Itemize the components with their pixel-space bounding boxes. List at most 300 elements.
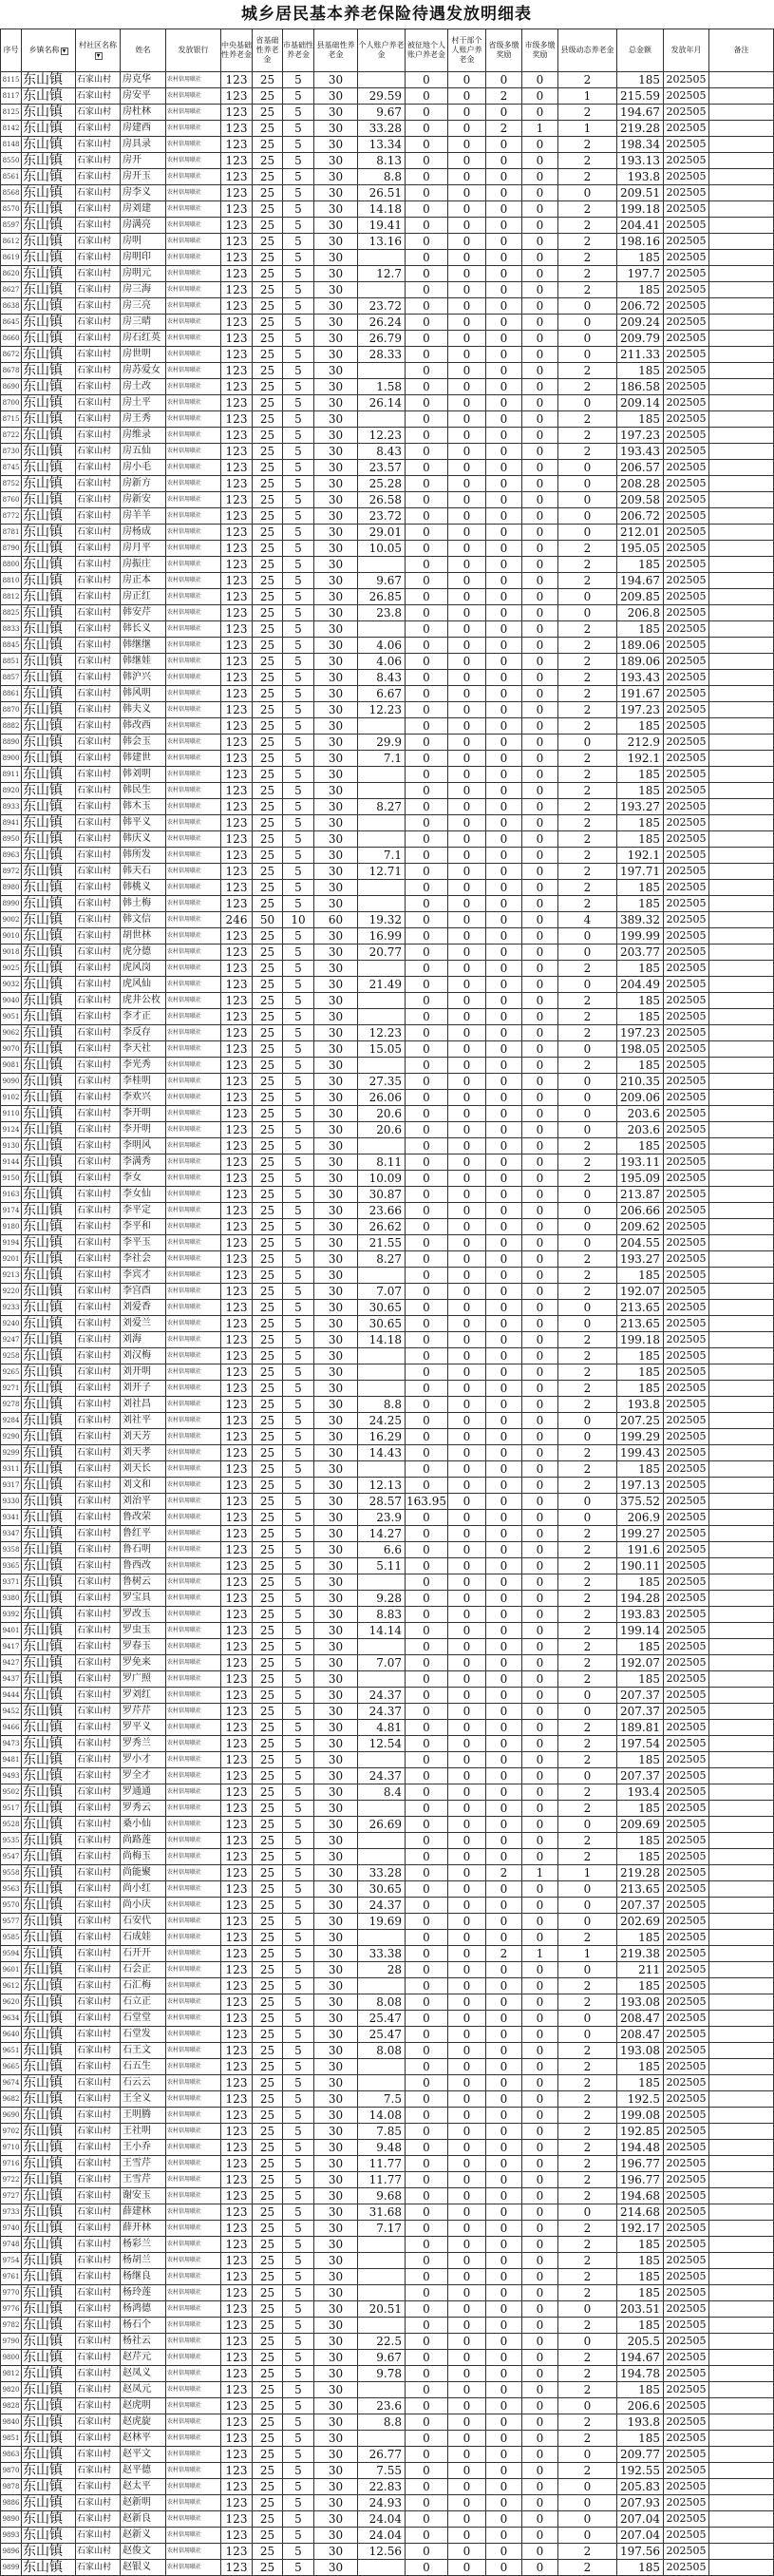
bank-cell[interactable]: 农村信用联社 bbox=[166, 331, 221, 347]
county-cell[interactable]: 30 bbox=[314, 573, 358, 589]
extend-cell[interactable]: 0 bbox=[406, 201, 448, 218]
central-cell[interactable]: 123 bbox=[221, 1122, 253, 1138]
city-cell[interactable]: 5 bbox=[283, 105, 314, 121]
extend-cell[interactable]: 0 bbox=[406, 1849, 448, 1865]
city-award-cell[interactable]: 0 bbox=[522, 751, 558, 767]
county-cell[interactable]: 30 bbox=[314, 1898, 358, 1914]
province-cell[interactable]: 25 bbox=[253, 1074, 283, 1090]
cadre-cell[interactable]: 0 bbox=[448, 1041, 486, 1058]
table-row[interactable] bbox=[1, 169, 774, 185]
village-cell[interactable]: 石家山村 bbox=[76, 912, 121, 928]
county-award-cell[interactable]: 2 bbox=[558, 379, 617, 395]
county-cell[interactable]: 30 bbox=[314, 1994, 358, 2011]
town-cell[interactable]: 东山镇 bbox=[22, 2156, 76, 2172]
city-award-cell[interactable]: 0 bbox=[522, 1187, 558, 1203]
central-cell[interactable]: 123 bbox=[221, 282, 253, 298]
cadre-cell[interactable]: 0 bbox=[448, 1154, 486, 1171]
bank-cell[interactable]: 农村信用联社 bbox=[166, 298, 221, 315]
remark-cell[interactable] bbox=[709, 1138, 774, 1154]
remark-cell[interactable] bbox=[709, 912, 774, 928]
city-award-cell[interactable]: 0 bbox=[522, 1171, 558, 1187]
province-cell[interactable]: 25 bbox=[253, 363, 283, 379]
name-cell[interactable]: 石成娃 bbox=[121, 1930, 166, 1946]
city-award-cell[interactable]: 0 bbox=[522, 201, 558, 218]
month-cell[interactable]: 202505 bbox=[664, 2108, 709, 2124]
extend-cell[interactable]: 0 bbox=[406, 185, 448, 201]
total-cell[interactable]: 185 bbox=[617, 831, 664, 848]
seq-cell[interactable]: 8550 bbox=[1, 153, 22, 169]
name-cell[interactable]: 石堂发 bbox=[121, 2027, 166, 2043]
city-cell[interactable]: 5 bbox=[283, 2156, 314, 2172]
city-award-cell[interactable]: 0 bbox=[522, 2382, 558, 2398]
name-cell[interactable]: 杨胡兰 bbox=[121, 2253, 166, 2269]
prov-award-cell[interactable]: 0 bbox=[486, 2075, 522, 2091]
table-row[interactable] bbox=[1, 2108, 774, 2124]
cadre-cell[interactable]: 0 bbox=[448, 2075, 486, 2091]
village-cell[interactable]: 石家山村 bbox=[76, 1865, 121, 1881]
city-award-cell[interactable]: 0 bbox=[522, 2172, 558, 2188]
total-cell[interactable]: 196.77 bbox=[617, 2172, 664, 2188]
seq-cell[interactable]: 9330 bbox=[1, 1494, 22, 1510]
central-cell[interactable]: 123 bbox=[221, 363, 253, 379]
cadre-cell[interactable]: 0 bbox=[448, 799, 486, 815]
name-cell[interactable]: 房王秀 bbox=[121, 411, 166, 428]
total-cell[interactable]: 194.68 bbox=[617, 2188, 664, 2204]
central-cell[interactable]: 123 bbox=[221, 1865, 253, 1881]
cadre-cell[interactable]: 0 bbox=[448, 88, 486, 105]
prov-award-cell[interactable]: 0 bbox=[486, 2334, 522, 2350]
table-row[interactable] bbox=[1, 1639, 774, 1655]
table-row[interactable] bbox=[1, 1801, 774, 1817]
total-cell[interactable]: 185 bbox=[617, 411, 664, 428]
city-cell[interactable]: 5 bbox=[283, 961, 314, 977]
extend-cell[interactable]: 0 bbox=[406, 928, 448, 945]
seq-cell[interactable]: 9863 bbox=[1, 2447, 22, 2463]
cadre-cell[interactable]: 0 bbox=[448, 718, 486, 735]
table-row[interactable] bbox=[1, 2172, 774, 2188]
remark-cell[interactable] bbox=[709, 815, 774, 831]
city-award-cell[interactable]: 0 bbox=[522, 2027, 558, 2043]
city-cell[interactable]: 5 bbox=[283, 1930, 314, 1946]
province-cell[interactable]: 25 bbox=[253, 1348, 283, 1364]
cadre-cell[interactable]: 0 bbox=[448, 1122, 486, 1138]
bank-cell[interactable]: 农村信用联社 bbox=[166, 1688, 221, 1704]
table-row[interactable] bbox=[1, 72, 774, 88]
table-row[interactable] bbox=[1, 1284, 774, 1300]
city-cell[interactable]: 5 bbox=[283, 2366, 314, 2382]
table-row[interactable] bbox=[1, 1881, 774, 1898]
town-cell[interactable]: 东山镇 bbox=[22, 1316, 76, 1332]
city-cell[interactable]: 5 bbox=[283, 315, 314, 331]
bank-cell[interactable]: 农村信用联社 bbox=[166, 1445, 221, 1461]
cadre-cell[interactable]: 0 bbox=[448, 1946, 486, 1962]
village-cell[interactable]: 石家山村 bbox=[76, 2318, 121, 2334]
city-award-cell[interactable]: 0 bbox=[522, 945, 558, 961]
city-award-cell[interactable]: 0 bbox=[522, 1898, 558, 1914]
remark-cell[interactable] bbox=[709, 2560, 774, 2576]
personal-cell[interactable]: 26.58 bbox=[358, 492, 406, 508]
remark-cell[interactable] bbox=[709, 1397, 774, 1413]
province-cell[interactable]: 25 bbox=[253, 1316, 283, 1332]
city-award-cell[interactable]: 0 bbox=[522, 2075, 558, 2091]
province-cell[interactable]: 25 bbox=[253, 1106, 283, 1122]
bank-cell[interactable]: 农村信用联社 bbox=[166, 621, 221, 638]
city-award-cell[interactable]: 0 bbox=[522, 621, 558, 638]
total-cell[interactable]: 209.58 bbox=[617, 492, 664, 508]
county-cell[interactable]: 30 bbox=[314, 2382, 358, 2398]
cadre-cell[interactable]: 0 bbox=[448, 1558, 486, 1574]
central-cell[interactable]: 123 bbox=[221, 1041, 253, 1058]
city-cell[interactable]: 5 bbox=[283, 1316, 314, 1332]
bank-cell[interactable]: 农村信用联社 bbox=[166, 961, 221, 977]
province-cell[interactable]: 25 bbox=[253, 1041, 283, 1058]
cadre-cell[interactable]: 0 bbox=[448, 2011, 486, 2027]
remark-cell[interactable] bbox=[709, 395, 774, 411]
bank-cell[interactable]: 农村信用联社 bbox=[166, 2237, 221, 2253]
bank-cell[interactable]: 农村信用联社 bbox=[166, 201, 221, 218]
total-cell[interactable]: 195.09 bbox=[617, 1171, 664, 1187]
seq-cell[interactable]: 8619 bbox=[1, 250, 22, 266]
city-award-cell[interactable]: 0 bbox=[522, 977, 558, 993]
town-cell[interactable]: 东山镇 bbox=[22, 1219, 76, 1235]
county-cell[interactable]: 30 bbox=[314, 767, 358, 783]
table-row[interactable] bbox=[1, 1914, 774, 1930]
remark-cell[interactable] bbox=[709, 2269, 774, 2285]
city-award-cell[interactable]: 0 bbox=[522, 2285, 558, 2301]
table-row[interactable] bbox=[1, 1154, 774, 1171]
month-cell[interactable]: 202505 bbox=[664, 1962, 709, 1978]
extend-cell[interactable]: 0 bbox=[406, 767, 448, 783]
month-cell[interactable]: 202505 bbox=[664, 1768, 709, 1784]
province-cell[interactable]: 25 bbox=[253, 185, 283, 201]
month-cell[interactable]: 202505 bbox=[664, 508, 709, 525]
col-extend-header[interactable]: 被征地个人账户养老金 bbox=[406, 29, 448, 72]
extend-cell[interactable]: 0 bbox=[406, 1817, 448, 1833]
village-cell[interactable]: 石家山村 bbox=[76, 767, 121, 783]
city-cell[interactable]: 5 bbox=[283, 1639, 314, 1655]
county-cell[interactable]: 30 bbox=[314, 1574, 358, 1591]
extend-cell[interactable]: 0 bbox=[406, 1025, 448, 1041]
village-cell[interactable]: 石家山村 bbox=[76, 1397, 121, 1413]
city-award-cell[interactable]: 0 bbox=[522, 1381, 558, 1397]
village-cell[interactable]: 石家山村 bbox=[76, 1316, 121, 1332]
village-cell[interactable]: 石家山村 bbox=[76, 1445, 121, 1461]
town-cell[interactable]: 东山镇 bbox=[22, 2075, 76, 2091]
city-award-cell[interactable]: 0 bbox=[522, 961, 558, 977]
village-cell[interactable]: 石家山村 bbox=[76, 1542, 121, 1558]
village-cell[interactable]: 石家山村 bbox=[76, 589, 121, 605]
total-cell[interactable]: 202.69 bbox=[617, 1914, 664, 1930]
name-cell[interactable]: 房振庄 bbox=[121, 557, 166, 573]
cadre-cell[interactable]: 0 bbox=[448, 2301, 486, 2318]
county-cell[interactable]: 30 bbox=[314, 1704, 358, 1720]
central-cell[interactable]: 123 bbox=[221, 298, 253, 315]
city-award-cell[interactable]: 0 bbox=[522, 428, 558, 444]
county-cell[interactable]: 30 bbox=[314, 880, 358, 896]
village-cell[interactable]: 石家山村 bbox=[76, 977, 121, 993]
prov-award-cell[interactable]: 0 bbox=[486, 621, 522, 638]
town-cell[interactable]: 东山镇 bbox=[22, 2124, 76, 2140]
col-seq-header[interactable]: 序号 bbox=[1, 29, 22, 72]
personal-cell[interactable]: 7.07 bbox=[358, 1655, 406, 1671]
month-cell[interactable]: 202505 bbox=[664, 1898, 709, 1914]
extend-cell[interactable]: 0 bbox=[406, 1784, 448, 1801]
table-row[interactable] bbox=[1, 2204, 774, 2221]
city-cell[interactable]: 5 bbox=[283, 1946, 314, 1962]
name-cell[interactable]: 罗免来 bbox=[121, 1655, 166, 1671]
town-cell[interactable]: 东山镇 bbox=[22, 1268, 76, 1284]
prov-award-cell[interactable]: 0 bbox=[486, 1445, 522, 1461]
central-cell[interactable]: 123 bbox=[221, 1946, 253, 1962]
month-cell[interactable]: 202505 bbox=[664, 751, 709, 767]
total-cell[interactable]: 208.28 bbox=[617, 476, 664, 492]
seq-cell[interactable]: 9002 bbox=[1, 912, 22, 928]
total-cell[interactable]: 197.23 bbox=[617, 702, 664, 718]
central-cell[interactable]: 123 bbox=[221, 121, 253, 137]
extend-cell[interactable]: 0 bbox=[406, 2511, 448, 2528]
county-cell[interactable]: 30 bbox=[314, 2188, 358, 2204]
name-cell[interactable]: 杨社云 bbox=[121, 2334, 166, 2350]
city-award-cell[interactable]: 0 bbox=[522, 1930, 558, 1946]
seq-cell[interactable]: 9284 bbox=[1, 1413, 22, 1429]
city-award-cell[interactable]: 0 bbox=[522, 2156, 558, 2172]
town-cell[interactable]: 东山镇 bbox=[22, 411, 76, 428]
bank-cell[interactable]: 农村信用联社 bbox=[166, 573, 221, 589]
seq-cell[interactable]: 9570 bbox=[1, 1898, 22, 1914]
town-cell[interactable]: 东山镇 bbox=[22, 912, 76, 928]
city-cell[interactable]: 5 bbox=[283, 1558, 314, 1574]
central-cell[interactable]: 123 bbox=[221, 234, 253, 250]
table-row[interactable] bbox=[1, 1122, 774, 1138]
town-cell[interactable]: 东山镇 bbox=[22, 1494, 76, 1510]
county-cell[interactable]: 30 bbox=[314, 831, 358, 848]
name-cell[interactable]: 韩会玉 bbox=[121, 735, 166, 751]
city-award-cell[interactable]: 0 bbox=[522, 2463, 558, 2479]
seq-cell[interactable]: 9371 bbox=[1, 1574, 22, 1591]
province-cell[interactable]: 25 bbox=[253, 2059, 283, 2075]
total-cell[interactable]: 207.37 bbox=[617, 1768, 664, 1784]
extend-cell[interactable]: 0 bbox=[406, 395, 448, 411]
bank-cell[interactable]: 农村信用联社 bbox=[166, 1671, 221, 1688]
remark-cell[interactable] bbox=[709, 88, 774, 105]
cadre-cell[interactable]: 0 bbox=[448, 1736, 486, 1752]
cadre-cell[interactable]: 0 bbox=[448, 2495, 486, 2511]
city-cell[interactable]: 5 bbox=[283, 2334, 314, 2350]
cadre-cell[interactable]: 0 bbox=[448, 1025, 486, 1041]
village-cell[interactable]: 石家山村 bbox=[76, 1768, 121, 1784]
prov-award-cell[interactable]: 0 bbox=[486, 1526, 522, 1542]
remark-cell[interactable] bbox=[709, 2172, 774, 2188]
central-cell[interactable]: 123 bbox=[221, 379, 253, 395]
extend-cell[interactable]: 0 bbox=[406, 1429, 448, 1445]
county-award-cell[interactable]: 2 bbox=[558, 751, 617, 767]
bank-cell[interactable]: 农村信用联社 bbox=[166, 1978, 221, 1994]
province-cell[interactable]: 25 bbox=[253, 1251, 283, 1268]
village-cell[interactable]: 石家山村 bbox=[76, 2511, 121, 2528]
remark-cell[interactable] bbox=[709, 460, 774, 476]
seq-cell[interactable]: 9886 bbox=[1, 2495, 22, 2511]
name-cell[interactable]: 房刘建 bbox=[121, 201, 166, 218]
county-award-cell[interactable]: 0 bbox=[558, 1041, 617, 1058]
city-award-cell[interactable]: 0 bbox=[522, 1784, 558, 1801]
month-cell[interactable]: 202505 bbox=[664, 1881, 709, 1898]
month-cell[interactable]: 202505 bbox=[664, 1623, 709, 1639]
city-cell[interactable]: 5 bbox=[283, 896, 314, 912]
bank-cell[interactable]: 农村信用联社 bbox=[166, 1203, 221, 1219]
total-cell[interactable]: 212.01 bbox=[617, 525, 664, 541]
town-cell[interactable]: 东山镇 bbox=[22, 1429, 76, 1445]
seq-cell[interactable]: 9748 bbox=[1, 2237, 22, 2253]
extend-cell[interactable]: 0 bbox=[406, 1768, 448, 1784]
cadre-cell[interactable]: 0 bbox=[448, 2027, 486, 2043]
village-cell[interactable]: 石家山村 bbox=[76, 460, 121, 476]
town-cell[interactable]: 东山镇 bbox=[22, 298, 76, 315]
village-cell[interactable]: 石家山村 bbox=[76, 1946, 121, 1962]
month-cell[interactable]: 202505 bbox=[664, 977, 709, 993]
province-cell[interactable]: 25 bbox=[253, 1445, 283, 1461]
village-cell[interactable]: 石家山村 bbox=[76, 2011, 121, 2027]
name-cell[interactable]: 尚路莲 bbox=[121, 1833, 166, 1849]
village-cell[interactable]: 石家山村 bbox=[76, 541, 121, 557]
village-cell[interactable]: 石家山村 bbox=[76, 1058, 121, 1074]
central-cell[interactable]: 123 bbox=[221, 1348, 253, 1364]
cadre-cell[interactable]: 0 bbox=[448, 1494, 486, 1510]
name-cell[interactable]: 杨彩兰 bbox=[121, 2237, 166, 2253]
county-cell[interactable]: 30 bbox=[314, 2431, 358, 2447]
total-cell[interactable]: 185 bbox=[617, 2560, 664, 2576]
province-cell[interactable]: 25 bbox=[253, 1009, 283, 1025]
prov-award-cell[interactable]: 0 bbox=[486, 1251, 522, 1268]
cadre-cell[interactable]: 0 bbox=[448, 1962, 486, 1978]
county-cell[interactable]: 30 bbox=[314, 2350, 358, 2366]
bank-cell[interactable]: 农村信用联社 bbox=[166, 105, 221, 121]
name-cell[interactable]: 鲁西改 bbox=[121, 1558, 166, 1574]
seq-cell[interactable]: 9535 bbox=[1, 1833, 22, 1849]
prov-award-cell[interactable]: 0 bbox=[486, 1461, 522, 1478]
cadre-cell[interactable]: 0 bbox=[448, 1397, 486, 1413]
remark-cell[interactable] bbox=[709, 1914, 774, 1930]
village-cell[interactable]: 石家山村 bbox=[76, 218, 121, 234]
prov-award-cell[interactable]: 0 bbox=[486, 815, 522, 831]
remark-cell[interactable] bbox=[709, 525, 774, 541]
personal-cell[interactable]: 20.6 bbox=[358, 1106, 406, 1122]
personal-cell[interactable]: 23.6 bbox=[358, 2398, 406, 2414]
bank-cell[interactable]: 农村信用联社 bbox=[166, 1025, 221, 1041]
prov-award-cell[interactable]: 0 bbox=[486, 2221, 522, 2237]
month-cell[interactable]: 202505 bbox=[664, 1526, 709, 1542]
bank-cell[interactable]: 农村信用联社 bbox=[166, 395, 221, 411]
personal-cell[interactable]: 4.06 bbox=[358, 654, 406, 670]
name-cell[interactable]: 王全义 bbox=[121, 2091, 166, 2108]
extend-cell[interactable]: 0 bbox=[406, 880, 448, 896]
city-award-cell[interactable]: 0 bbox=[522, 2398, 558, 2414]
extend-cell[interactable]: 0 bbox=[406, 815, 448, 831]
total-cell[interactable]: 185 bbox=[617, 250, 664, 266]
prov-award-cell[interactable]: 0 bbox=[486, 2479, 522, 2495]
prov-award-cell[interactable]: 0 bbox=[486, 2172, 522, 2188]
county-award-cell[interactable]: 2 bbox=[558, 864, 617, 880]
city-cell[interactable]: 5 bbox=[283, 799, 314, 815]
town-cell[interactable]: 东山镇 bbox=[22, 1817, 76, 1833]
name-cell[interactable]: 韩平义 bbox=[121, 815, 166, 831]
cadre-cell[interactable]: 0 bbox=[448, 945, 486, 961]
total-cell[interactable]: 219.28 bbox=[617, 121, 664, 137]
month-cell[interactable]: 202505 bbox=[664, 1381, 709, 1397]
month-cell[interactable]: 202505 bbox=[664, 2334, 709, 2350]
city-award-cell[interactable]: 0 bbox=[522, 2011, 558, 2027]
seq-cell[interactable]: 9102 bbox=[1, 1090, 22, 1106]
personal-cell[interactable] bbox=[358, 2269, 406, 2285]
remark-cell[interactable] bbox=[709, 621, 774, 638]
table-row[interactable] bbox=[1, 1235, 774, 1251]
personal-cell[interactable]: 8.8 bbox=[358, 169, 406, 185]
personal-cell[interactable]: 23.57 bbox=[358, 460, 406, 476]
county-cell[interactable]: 30 bbox=[314, 185, 358, 201]
bank-cell[interactable]: 农村信用联社 bbox=[166, 185, 221, 201]
town-cell[interactable]: 东山镇 bbox=[22, 460, 76, 476]
bank-cell[interactable]: 农村信用联社 bbox=[166, 2269, 221, 2285]
central-cell[interactable]: 123 bbox=[221, 799, 253, 815]
extend-cell[interactable]: 0 bbox=[406, 1752, 448, 1768]
county-cell[interactable]: 30 bbox=[314, 201, 358, 218]
town-cell[interactable]: 东山镇 bbox=[22, 541, 76, 557]
name-cell[interactable]: 石开开 bbox=[121, 1946, 166, 1962]
village-cell[interactable]: 石家山村 bbox=[76, 2350, 121, 2366]
total-cell[interactable]: 185 bbox=[617, 1849, 664, 1865]
county-award-cell[interactable]: 2 bbox=[558, 72, 617, 88]
extend-cell[interactable]: 0 bbox=[406, 1865, 448, 1881]
central-cell[interactable]: 123 bbox=[221, 411, 253, 428]
central-cell[interactable]: 123 bbox=[221, 1671, 253, 1688]
county-award-cell[interactable]: 2 bbox=[558, 1801, 617, 1817]
name-cell[interactable]: 房新方 bbox=[121, 476, 166, 492]
central-cell[interactable]: 123 bbox=[221, 1639, 253, 1655]
name-cell[interactable]: 罗春玉 bbox=[121, 1639, 166, 1655]
remark-cell[interactable] bbox=[709, 1655, 774, 1671]
month-cell[interactable]: 202505 bbox=[664, 1801, 709, 1817]
extend-cell[interactable]: 0 bbox=[406, 1946, 448, 1962]
prov-award-cell[interactable]: 0 bbox=[486, 993, 522, 1009]
prov-award-cell[interactable]: 0 bbox=[486, 1752, 522, 1768]
seq-cell[interactable]: 8870 bbox=[1, 702, 22, 718]
province-cell[interactable]: 25 bbox=[253, 1881, 283, 1898]
personal-cell[interactable]: 24.37 bbox=[358, 1768, 406, 1784]
personal-cell[interactable] bbox=[358, 250, 406, 266]
city-award-cell[interactable]: 0 bbox=[522, 88, 558, 105]
bank-cell[interactable]: 农村信用联社 bbox=[166, 2544, 221, 2560]
remark-cell[interactable] bbox=[709, 735, 774, 751]
village-cell[interactable]: 石家山村 bbox=[76, 621, 121, 638]
bank-cell[interactable]: 农村信用联社 bbox=[166, 525, 221, 541]
month-cell[interactable]: 202505 bbox=[664, 1316, 709, 1332]
prov-award-cell[interactable]: 0 bbox=[486, 2301, 522, 2318]
city-award-cell[interactable]: 0 bbox=[522, 864, 558, 880]
town-cell[interactable]: 东山镇 bbox=[22, 1154, 76, 1171]
city-award-cell[interactable]: 0 bbox=[522, 2043, 558, 2059]
extend-cell[interactable]: 0 bbox=[406, 218, 448, 234]
table-row[interactable] bbox=[1, 2511, 774, 2528]
county-award-cell[interactable]: 0 bbox=[558, 1881, 617, 1898]
county-cell[interactable]: 30 bbox=[314, 589, 358, 605]
central-cell[interactable]: 123 bbox=[221, 702, 253, 718]
central-cell[interactable]: 123 bbox=[221, 1284, 253, 1300]
cadre-cell[interactable]: 0 bbox=[448, 1171, 486, 1187]
bank-cell[interactable]: 农村信用联社 bbox=[166, 1332, 221, 1348]
remark-cell[interactable] bbox=[709, 670, 774, 686]
county-award-cell[interactable]: 0 bbox=[558, 1768, 617, 1784]
name-cell[interactable]: 房正红 bbox=[121, 589, 166, 605]
month-cell[interactable]: 202505 bbox=[664, 1235, 709, 1251]
